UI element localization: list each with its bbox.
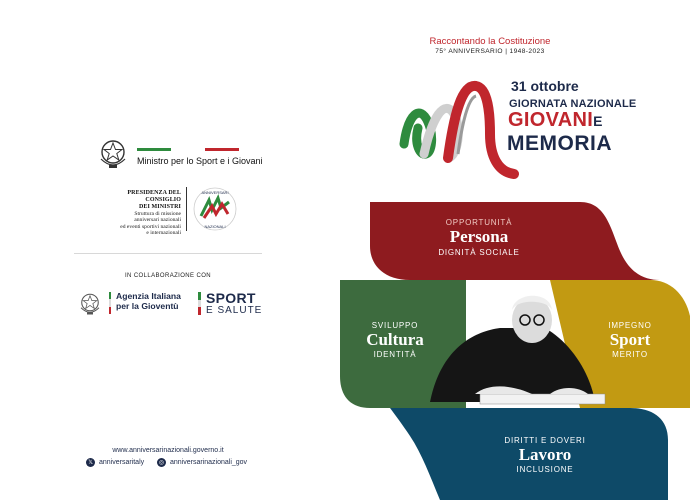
agenzia-gioventu-logo: Agenzia Italiana per la Gioventù [116, 291, 181, 311]
agenzia-tricolor-bar [109, 292, 111, 314]
instagram-icon: ◎ [158, 460, 165, 466]
collaborazione-label: IN COLLABORAZIONE CON [124, 273, 212, 279]
x-icon: 𝕏 [86, 458, 95, 467]
persona-bottom-label: DIGNITÀ SOCIALE [438, 248, 520, 257]
cultura-top-label: SVILUPPO [371, 321, 419, 330]
memoria-title: MEMORIA [507, 132, 612, 155]
presidenza-consiglio-text: PRESIDENZA DEL CONSIGLIO DEI MINISTRI Struttura di missione anniversari nazionali ed eventi sportivi nazionali e internazionali [120, 190, 181, 236]
divider [186, 187, 187, 231]
anniversario-subtitle: 75° ANNIVERSARIO | 1948-2023 [435, 48, 545, 55]
website-link[interactable]: www.anniversarinazionali.governo.it [112, 447, 224, 454]
svg-text:NAZIONALI: NAZIONALI [204, 224, 226, 229]
lavoro-title: Lavoro [518, 445, 572, 464]
ministro-label: Ministro per lo Sport e i Giovani [137, 156, 263, 166]
tricolor-line [137, 148, 239, 151]
cultura-title: Cultura [366, 330, 424, 349]
sport-salute-tricolor-bar [198, 292, 201, 315]
divider [74, 253, 262, 254]
italian-republic-emblem-icon [97, 137, 129, 171]
giovani-title: GIOVANIE [508, 109, 603, 131]
lavoro-top-label: DIRITTI E DOVERI [504, 436, 586, 445]
italian-republic-emblem-icon [78, 291, 102, 317]
svg-text:ANNIVERSARI: ANNIVERSARI [201, 190, 229, 195]
event-date: 31 ottobre [511, 78, 579, 94]
raccontando-heading: Raccontando la Costituzione [429, 36, 551, 47]
sport-title: Sport [609, 330, 651, 349]
lavoro-bottom-label: INCLUSIONE [516, 465, 574, 474]
cultura-bottom-label: IDENTITÀ [373, 350, 417, 359]
anniversari-nazionali-logo [192, 186, 238, 232]
persona-top-label: OPPORTUNITÀ [445, 218, 513, 227]
sport-salute-logo-title: SPORT [206, 290, 256, 306]
sport-bottom-label: MERITO [612, 350, 648, 359]
twitter-handle[interactable]: 𝕏 anniversaritaly [86, 458, 144, 467]
persona-title: Persona [449, 227, 509, 246]
sport-salute-logo-subtitle: E SALUTE [206, 305, 263, 316]
tricolor-ribbon-logo [398, 74, 522, 182]
instagram-handle[interactable]: ◎ anniversarinazionali_gov [158, 459, 248, 466]
giornata-nazionale-title: GIORNATA NAZIONALE [509, 98, 637, 110]
sport-top-label: IMPEGNO [608, 321, 652, 330]
